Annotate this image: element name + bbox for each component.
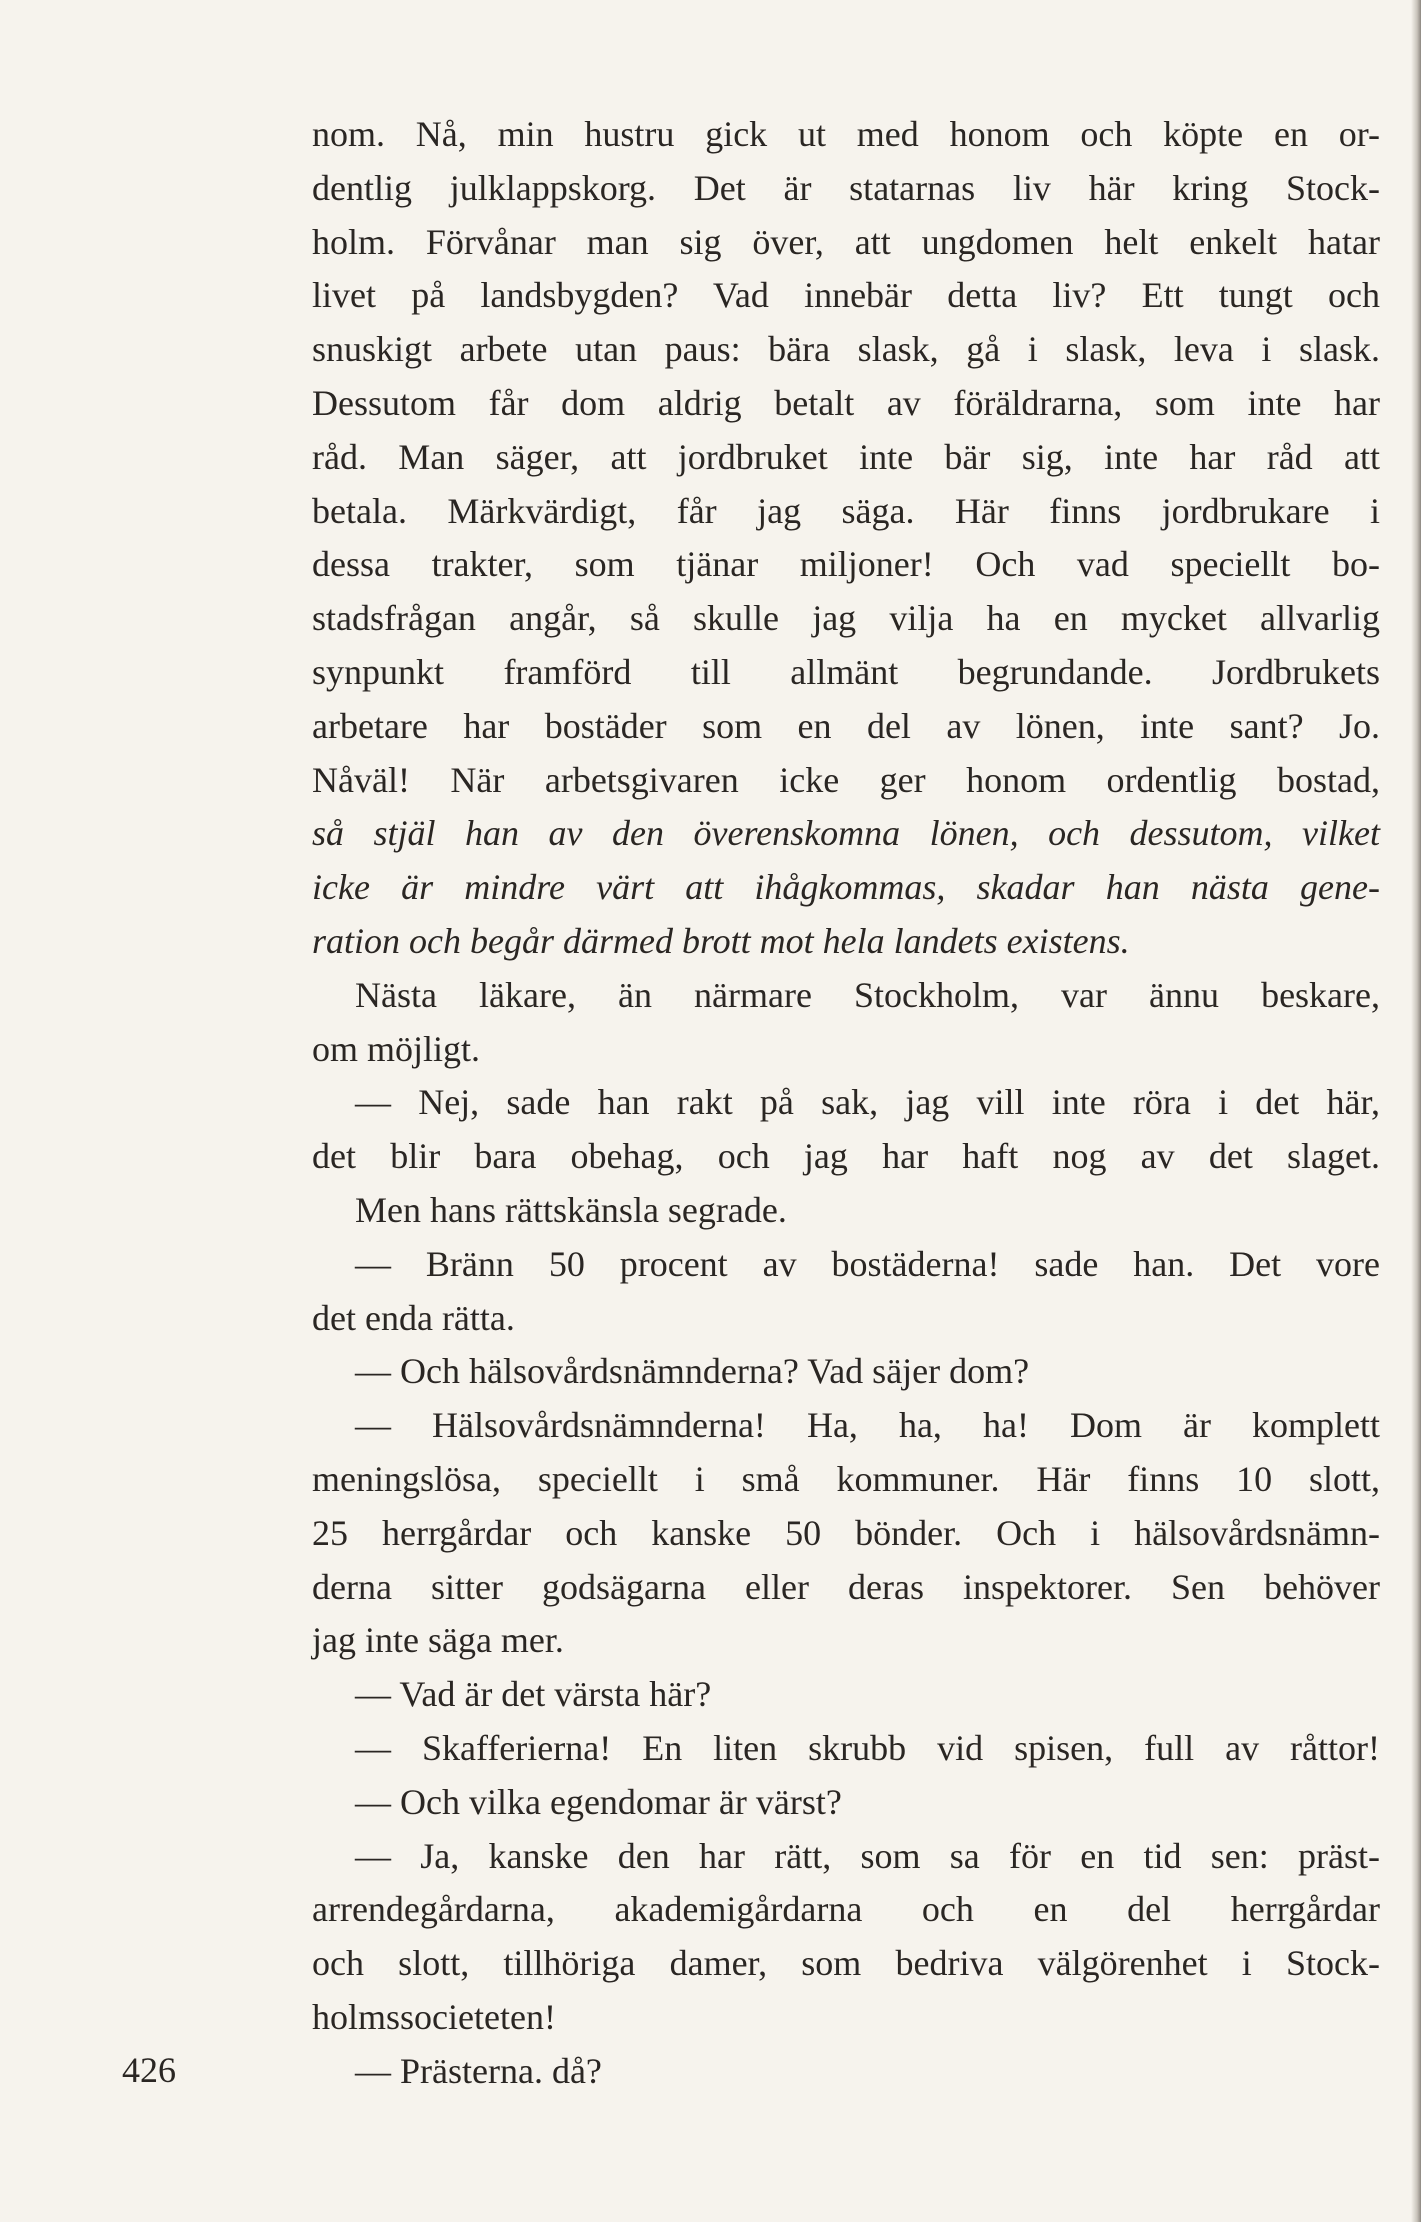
text-line: det enda rätta. [312,1297,515,1338]
text-line-italic: ration och begår därmed brott mot hela landets existens. [312,920,1130,961]
page-edge-shadow [1411,0,1421,2222]
text-line: arrendegårdarna, akademigårdarna och en del herrgårdar [312,1889,1380,1930]
text-line: meningslösa, speciellt i små kommuner. Här finns 10 slott, [312,1458,1380,1499]
text-line: snuskigt arbete utan paus: bära slask, gå i slask, leva i slask. [312,329,1380,370]
dialogue-line: — Skafferierna! En liten skrubb vid spisen, full av råttor! [355,1727,1380,1768]
text-line: synpunkt framförd till allmänt begrundande. Jordbrukets [312,651,1380,692]
text-line: 25 herrgårdar och kanske 50 bönder. Och i hälsovårdsnämn- [312,1512,1380,1553]
dialogue-line: — Bränn 50 procent av bostäderna! sade han. Det vore [355,1243,1380,1284]
text-line: livet på landsbygden? Vad innebär detta liv? Ett tungt och [312,275,1380,316]
dialogue-line: — Vad är det värsta här? [355,1674,712,1715]
text-line: Nästa läkare, än närmare Stockholm, var ännu beskare, [355,974,1380,1015]
text-line: Nåväl! När arbetsgivaren icke ger honom ordentlig bostad, [312,759,1380,800]
text-line: derna sitter godsägarna eller deras inspektorer. Sen behöver [312,1566,1380,1607]
dialogue-line: — Ja, kanske den har rätt, som sa för en tid sen: präst- [355,1835,1380,1876]
text-line: råd. Man säger, att jordbruket inte bär sig, inte har råd att [312,436,1380,477]
text-line: betala. Märkvärdigt, får jag säga. Här finns jordbrukare i [312,490,1380,531]
dialogue-line: — Och hälsovårdsnämnderna? Vad säjer dom? [355,1351,1030,1392]
text-line: Men hans rättskänsla segrade. [355,1189,787,1230]
text-line: arbetare har bostäder som en del av lönen, inte sant? Jo. [312,705,1380,746]
text-line: stadsfrågan angår, så skulle jag vilja ha en mycket allvarlig [312,598,1380,639]
dialogue-line: — Nej, sade han rakt på sak, jag vill inte röra i det här, [355,1082,1380,1123]
text-line: det blir bara obehag, och jag har haft nog av det slaget. [312,1136,1380,1177]
text-line: dentlig julklappskorg. Det är statarnas liv här kring Stock- [312,167,1380,208]
text-line: dessa trakter, som tjänar miljoner! Och vad speciellt bo- [312,544,1380,585]
text-line-italic: så stjäl han av den överenskomna lönen, och dessutom, vilket [312,813,1380,854]
page-number: 426 [122,2050,176,2090]
text-line: nom. Nå, min hustru gick ut med honom och köpte en or- [312,114,1380,154]
text-line: om möjligt. [312,1028,481,1069]
text-line: holmssocieteten! [312,1996,556,2037]
body-text [312,108,1380,2098]
dialogue-line: — Och vilka egendomar är värst? [355,1781,842,1822]
text-line: och slott, tillhöriga damer, som bedriva välgörenhet i Stock- [312,1943,1380,1984]
dialogue-line: — Prästerna. då? [355,2050,602,2091]
text-line: holm. Förvånar man sig över, att ungdomen helt enkelt hatar [312,221,1380,262]
dialogue-line: — Hälsovårdsnämnderna! Ha, ha, ha! Dom är komplett [355,1405,1380,1446]
text-line: Dessutom får dom aldrig betalt av föräldrarna, som inte har [312,382,1380,423]
text-line: jag inte säga mer. [312,1620,564,1661]
text-line-italic: icke är mindre värt att ihågkommas, skadar han nästa gene- [312,867,1380,908]
